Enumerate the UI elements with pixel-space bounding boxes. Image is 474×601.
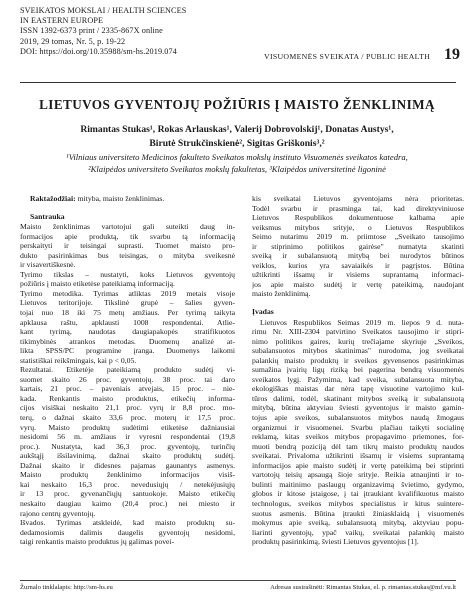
header-right [264,46,460,64]
text-line: vartotojų teisių apsaugą šioje srityje. Reikia atnaujinti ir to- [252,470,464,480]
text-line: terų, o dažnai skaito 33,6 proc. moterų ir 17,5 proc. [20,413,235,423]
author-line: Birutė Strukčinskienė², Sigitas Griškonis³,² [149,137,325,149]
text-line: palankių maisto produktų ir sveikos gyvensenos pasirinkimas [252,355,464,365]
text-line: Maisto ženklinimas vartotojui gali suteikti daug in- [20,222,235,232]
text-line: veiklos, kurios yra savaiaikės ir pagrįstos. Būtina [252,260,464,270]
text-line: perskaityti ir teisingai suprasti. Tuomet maisto pro- [20,241,235,251]
right-column [252,194,464,547]
text-line: požiūris į maisto etiketėse pateikiamą informaciją. [20,279,175,289]
page-number: 19 [444,46,460,63]
author-line: Rimantas Stukas¹, Rokas Arlauskas¹, Valerij Dobrovolskij¹, Donatas Austys¹, [80,124,394,135]
text-line: jos apie maisto sudėtį ir vertę pateikimą, naudojant [252,279,464,289]
text-line: aukštąjį išsilavinimą, dažnai skaito produktų sudėtį. [20,451,235,461]
journal-line: SVEIKATOS MOKSLAI / HEALTH SCIENCES [20,6,187,15]
text-line: Išvados. Tyrimas atskleidė, kad maisto produktų su- [20,518,235,528]
text-line: kis sveikatai Lietuvos gyventojams nėra prioritetas. [252,194,464,203]
text-line: sumažina įvairių ligų riziką bei pagerina bendrą visuomenės [252,365,464,375]
text-line: Rezultatai. Etiketėje pateikiamą produkto sudėtį vi- [20,365,235,375]
article-title: LIETUVOS GYVENTOJŲ POŽIŪRIS Į MAISTO ŽENKLINIMĄ [39,97,435,112]
text-line: taigi renkantis maisto produktus jų galimas povei- [20,537,175,547]
text-line: nesidomi 56 m. amžiaus ir vyresni respondentai (19,8 [20,432,235,442]
summary-body [20,222,235,547]
left-column [20,194,235,547]
text-line: ekologiškas maistas dar nėra tapę visuotine vartojimo kul- [252,384,464,394]
text-line: Seimo nutarimu 2019 m. priimtose „Sveikato tausojimo [252,232,464,242]
text-line: veiksmus mitybos srityje, o Lietuvos Respublikos [252,222,464,232]
text-line: tojai nuo 18 iki 75 metų amžiaus. Per tyrimą taikyta [20,308,235,318]
text-line: rimu Nr. XIII-2304 patvirtino Sveikatos tausojimo ir stipri- [252,327,464,337]
journal-header [20,6,460,84]
summary-continuation [252,194,464,299]
text-line: suomet skaito 26 proc. gyventojų. 38 proc. tai daro [20,374,235,384]
doi-link[interactable]: DOI: https://doi.org/10.35988/sm-hs.2019.074 [20,46,177,56]
text-line: Tyrimo tikslas – nustatyti, koks Lietuvos gyventojų [20,269,235,279]
affiliation-list [0,152,474,175]
text-line: technologus, sveikos mitybos specialistus ir kitus suintere- [252,498,464,508]
text-line: reklamą, kitas sveikos mitybos propagavimo priemones, for- [252,432,464,442]
text-line: mokymus apie sveiką, subalansuotą mitybą, aktyviau popu- [252,518,464,528]
affiliation-line: ²Klaipėdos universiteto Sveikatos mokslų fakultetas, ³Klaipėdos universitetinė ligoninė [88,163,386,174]
text-line: rajono centrų gyventojų. [20,508,96,518]
text-line: kartais, 21 proc. – paveniais atvejais, 15 proc. – nie- [20,384,235,394]
correspondence-address: Adresas susirašinėti: Rimantas Stukas, el. p. rimantas.stukas@mf.vu.lt [270,584,456,591]
text-line: bulinti maitinimo paslaugų organizavimą švietimo, gydymo, [252,479,464,489]
text-line: suotus asmenis. Būtina įtraukti žiniasklaidą į visuomenės [252,508,464,518]
text-line: vyrų. Maisto produktų sudėtimi etiketėse dažniausiai [20,422,235,432]
text-line: sveiką ir subalansuotą mitybą bei nurodytos būtinos [252,251,464,261]
text-line: liarinti gyventojų, ypač vaikų, sveikatai palankių maisto [252,527,464,537]
text-line: formacijos apie produktą, tik svarbu tą informaciją [20,231,235,241]
header-divider [20,82,456,83]
text-line: užtikrinti išsamų ir visiems suprantamą informaci- [252,270,464,280]
section-label: VISUOMENĖS SVEIKATA / PUBLIC HEALTH [264,52,430,61]
text-line: maisto ženklinimą. [252,289,311,299]
journal-line: 2019, 29 tomas, Nr. 5, p. 19-22 [20,36,126,46]
text-line: kai neskaito 16,3 proc. nevedusiųjų / netekėjusiųjų [20,479,235,489]
text-line: tūros dalimi, todėl, skatinant mitybos sveiką ir subalansuotą [252,393,464,403]
text-line: informacijos apie maisto sudėtį ir vertę pateikimą bei stiprinti [252,460,464,470]
journal-line: ISSN 1392-6373 print / 2335-867X online [20,26,163,36]
footer-divider [20,580,456,581]
text-line: Lietuvos teritorijoje. Tikslinė grupė – šalies gyven- [20,298,235,308]
text-line: apklausa raštu, apklausti 1008 respondentai. Atlie- [20,317,235,327]
keywords-label: Raktažodžiai: [30,194,76,203]
text-line: Dažnai skaito ir didesnes pajamas gaunantys asmenys. [20,460,235,470]
intro-heading: Įvadas [252,307,274,317]
text-line: tikimybinės atrankos metodas. Duomenų analizė at- [20,336,235,346]
text-line: muoti bendrą poziciją dėl tam tikrų maisto produktų naudos [252,441,464,451]
journal-info [20,6,186,57]
keywords-text: mityba, maisto ženklinimas. [75,194,165,203]
text-line: ir 13 proc. gyvenančiųjų santuokoje. Maisto etikečių [20,489,235,499]
text-line: Maisto produktų ženklinimo informacijos visiš- [20,470,235,480]
text-line: sveikatai. Privaloma užtikrinti išsamų ir visiems suprantamą [252,451,464,461]
intro-body [252,318,464,547]
text-line: ir visavertiškesnė. [20,260,76,270]
author-list [0,123,474,150]
text-line: organizmui ir visuomenei. Svarbu plačiau taikyti socialinę [252,422,464,432]
text-line: likta SPSS/PC programine įranga. Duomenys laikomi [20,346,235,356]
text-line: sveikatos lygį. Pažymima, kad sveika, subalansuota mityba, [252,374,464,384]
keywords [20,194,235,204]
summary-heading: Santrauka [30,211,65,221]
text-line: subalansuotos mitybos skatinimas" nurodoma, jog sveikatai [252,346,464,356]
text-line: neskaito daugiau kaimo (20,4 proc.) nei miesto ir [20,498,235,508]
text-line: cijos visiškai neskaito 21,1 proc. vyrų ir 8,8 proc. mo- [20,403,235,413]
text-line: dukto pasirinkimas bus teisingas, o mityba sveikesnė [20,250,235,260]
text-line: nimo politikos gaires, kurių trečiajame skyriuje „Sveikos, [252,336,464,346]
text-line: mitybą, būtina aktyviau šviesti gyventojus ir maisto gamin- [252,403,464,413]
journal-line: IN EASTERN EUROPE [20,16,104,26]
text-line: produktų pasirinkimą, šviesti Lietuvos gyventojus [1]. [252,537,419,547]
text-line: tojus apie sveikos, subalansuotos mitybos naudą žmogaus [252,413,464,423]
text-line: statistiškai reikšmingais, kai p < 0,05. [20,355,137,365]
text-line: kada. Renkantis maisto produktus, etikečių informa- [20,393,235,403]
text-line: dedamosiomis dalimis daugelis gyventojų nesidomi, [20,527,235,537]
text-line: kant tyrimą, naudotas daugiapakopės stratifikuotos [20,327,235,337]
affiliation-line: ¹Vilniaus universiteto Medicinos fakulteto Sveikatos mokslų instituto Visuomenės sveikatos katedra, [66,152,408,162]
text-line: Tyrimo metodika. Tyrimas atliktas 2019 metais visoje [20,288,235,298]
text-line: proc.). Nustatyta, kad 36,3 proc. gyventojų, turinčių [20,441,235,451]
journal-website[interactable]: Žurnalo tinklalapis: http://sm-hs.eu [20,584,113,591]
text-line: Lietuvos Respublikos dokumentuose kalbama apie [252,213,464,223]
text-line: globos ir kitose įstaigose, į tai įtraukiant kvalifikuotus maisto [252,489,464,499]
text-line: ir stiprinimo politikos gairėse" numatyta skatinti [252,241,464,251]
text-line: Todėl svarbu ir prasminga tai, kad direktyviniuose [252,203,464,213]
text-line: Lietuvos Respublikos Seimas 2019 m. liepos 9 d. nuta- [260,317,464,327]
